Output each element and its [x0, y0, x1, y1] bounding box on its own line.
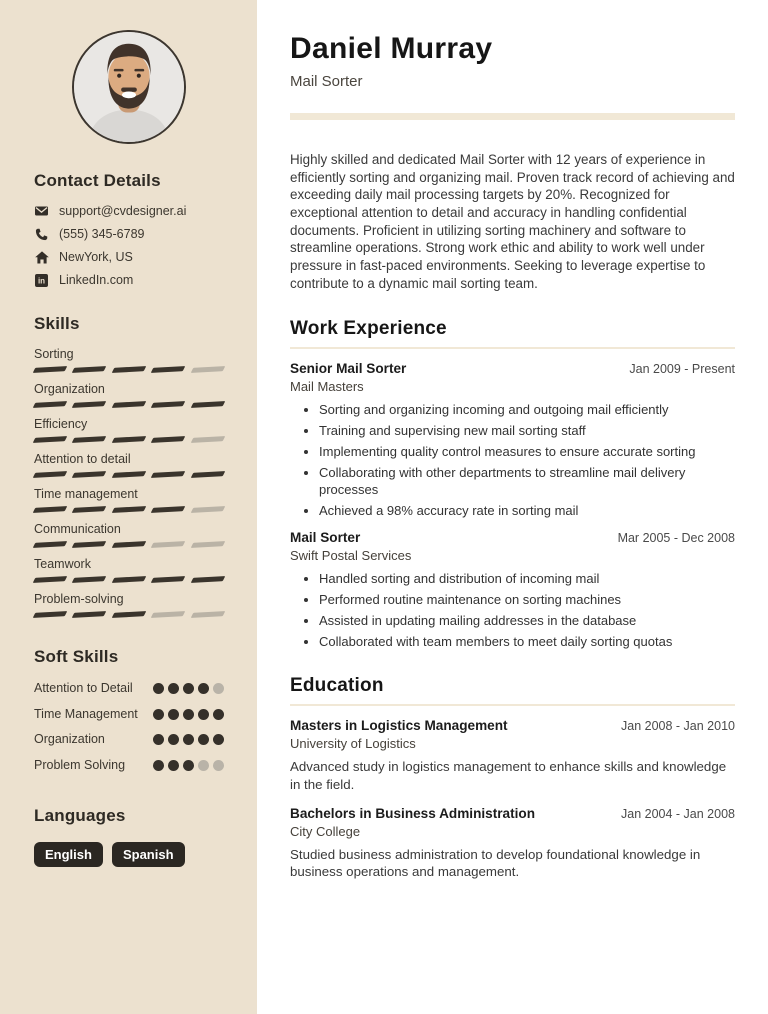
skill-level-bar [34, 612, 224, 617]
skill-bar-segment [33, 611, 68, 618]
skill-level-bar [34, 542, 224, 547]
job-header [290, 361, 735, 376]
job-entry [290, 361, 735, 520]
soft-skill-dot [168, 709, 179, 720]
skill-level-bar [34, 507, 224, 512]
job-bullet: • Implementing quality control measures to ensure accurate sorting [319, 443, 735, 461]
education-section [290, 675, 735, 881]
soft-skill-dot [198, 760, 209, 771]
job-bullet: • Handled sorting and distribution of incoming mail [319, 570, 735, 588]
skill-level-bar [34, 577, 224, 582]
job-bullets [290, 570, 735, 651]
soft-skill-item [34, 731, 224, 749]
skill-bar-segment [33, 366, 68, 373]
sidebar [0, 0, 257, 1014]
job-bullet: • Collaborated with team members to meet daily sorting quotas [319, 633, 735, 651]
skill-bar-segment [151, 471, 186, 478]
contact-text: NewYork, US [59, 250, 133, 264]
skill-bar-segment [190, 471, 225, 478]
skill-bar-segment [112, 611, 147, 618]
soft-skills-list [34, 680, 224, 774]
soft-skill-dot [153, 709, 164, 720]
job-bullet: • Assisted in updating mailing addresses in the database [319, 612, 735, 630]
soft-skill-dots [153, 680, 224, 698]
education-entry [290, 806, 735, 881]
soft-skill-dots [153, 731, 224, 749]
soft-skill-dot [213, 683, 224, 694]
skill-bar-segment [72, 366, 107, 373]
skill-bar-segment [190, 541, 225, 548]
soft-skill-dot [213, 760, 224, 771]
job-company: Mail Masters [290, 378, 364, 394]
person-name: Daniel Murray [290, 32, 493, 65]
skill-bar-segment [151, 436, 186, 443]
soft-skills-heading: Soft Skills [34, 647, 119, 666]
skill-label: Organization [34, 382, 105, 396]
skill-bar-segment [72, 541, 107, 548]
profile-photo [72, 30, 186, 144]
skill-bar-segment [112, 436, 147, 443]
skill-bar-segment [33, 471, 68, 478]
header-divider [290, 113, 735, 120]
school-name: University of Logistics [290, 736, 416, 752]
svg-text:in: in [37, 276, 46, 286]
soft-skill-dot [213, 734, 224, 745]
skill-bar-segment [72, 471, 107, 478]
skill-bar-segment [112, 401, 147, 408]
skill-item [34, 382, 224, 407]
skill-item [34, 417, 224, 442]
skill-bar-segment [190, 401, 225, 408]
contact-item [34, 250, 224, 264]
skill-item [34, 592, 224, 617]
languages-list [34, 842, 224, 867]
job-position: Senior Mail Sorter [290, 360, 407, 376]
skill-label: Efficiency [34, 417, 88, 431]
education-dates: Jan 2004 - Jan 2008 [621, 806, 735, 821]
skill-bar-segment [33, 541, 68, 548]
skill-bar-segment [112, 366, 147, 373]
skill-bar-segment [112, 576, 147, 583]
skill-bar-segment [33, 506, 68, 513]
soft-skill-dot [168, 760, 179, 771]
contact-text: (555) 345-6789 [59, 227, 145, 241]
job-header [290, 530, 735, 545]
soft-skill-dot [198, 683, 209, 694]
skills-heading: Skills [34, 314, 80, 333]
skill-bar-segment [151, 401, 186, 408]
linkedin-icon [34, 274, 49, 287]
soft-skill-dot [213, 709, 224, 720]
skill-bar-segment [33, 576, 68, 583]
skill-bar-segment [151, 541, 186, 548]
language-tag: English [34, 842, 103, 867]
phone-icon [34, 228, 49, 241]
education-entry [290, 718, 735, 793]
soft-skill-dot [183, 709, 194, 720]
skill-bar-segment [151, 506, 186, 513]
contact-item [34, 273, 224, 287]
skill-bar-segment [72, 506, 107, 513]
skill-item [34, 487, 224, 512]
languages-heading: Languages [34, 806, 126, 825]
skill-label: Teamwork [34, 557, 91, 571]
job-bullet: • Performed routine maintenance on sorting machines [319, 591, 735, 609]
soft-skill-item [34, 757, 224, 775]
job-bullet: • Sorting and organizing incoming and outgoing mail efficiently [319, 401, 735, 419]
skill-bar-segment [72, 611, 107, 618]
soft-skill-dot [198, 709, 209, 720]
soft-skill-dot [153, 760, 164, 771]
skill-bar-segment [72, 401, 107, 408]
skill-bar-segment [112, 541, 147, 548]
contact-item [34, 204, 224, 218]
contact-text: LinkedIn.com [59, 273, 134, 287]
education-heading: Education [290, 675, 735, 706]
soft-skill-dot [183, 760, 194, 771]
job-company: Swift Postal Services [290, 547, 412, 563]
soft-skill-dot [198, 734, 209, 745]
education-description: Advanced study in logistics management to enhance skills and knowledge in the field. [290, 759, 727, 793]
skill-bar-segment [151, 366, 186, 373]
contact-list [34, 204, 224, 287]
degree-name: Bachelors in Business Administration [290, 805, 535, 821]
skill-level-bar [34, 367, 224, 372]
degree-name: Masters in Logistics Management [290, 718, 508, 734]
soft-skill-label: Organization [34, 732, 105, 746]
professional-summary: Highly skilled and dedicated Mail Sorter with 12 years of experience in efficiently sorting and organizing mail. Proven track record of achieving and exceeding daily mail processing targets by 20%. Recognized for exceptional attention to detail and accuracy in handling confidential documents. Proficient in utilizing sorting machinery and software to streamline operations. Strong work ethic and ability to work well under pressure in fast-paced environments. Seeking to leverage expertise to contribute to a dynamic mail sorting team. [290, 152, 735, 291]
education-header [290, 718, 735, 733]
work-experience-heading: Work Experience [290, 318, 735, 349]
job-dates: Mar 2005 - Dec 2008 [617, 530, 735, 545]
job-bullet: • Achieved a 98% accuracy rate in sorting mail [319, 502, 735, 520]
skills-list [34, 347, 224, 617]
education-description: Studied business administration to develop foundational knowledge in business operations and management. [290, 846, 701, 880]
skill-bar-segment [72, 576, 107, 583]
skill-label: Time management [34, 487, 138, 501]
skill-label: Problem-solving [34, 592, 124, 606]
soft-skill-label: Attention to Detail [34, 681, 133, 695]
skill-bar-segment [112, 506, 147, 513]
skill-bar-segment [190, 366, 225, 373]
skill-label: Attention to detail [34, 452, 131, 466]
soft-skill-dot [168, 734, 179, 745]
job-title: Mail Sorter [290, 73, 363, 90]
skill-bar-segment [190, 611, 225, 618]
soft-skill-item [34, 706, 224, 724]
jobs-list [290, 361, 735, 651]
job-bullet: • Collaborating with other departments to streamline mail delivery processes [319, 464, 735, 499]
education-list [290, 718, 735, 881]
job-bullet: • Training and supervising new mail sorting staff [319, 422, 735, 440]
job-position: Mail Sorter [290, 529, 361, 545]
skill-bar-segment [72, 436, 107, 443]
skill-level-bar [34, 437, 224, 442]
skill-bar-segment [33, 436, 68, 443]
contact-text: support@cvdesigner.ai [59, 204, 187, 218]
skill-bar-segment [151, 576, 186, 583]
soft-skill-dots [153, 706, 224, 724]
skill-label: Communication [34, 522, 121, 536]
skill-bar-segment [190, 506, 225, 513]
job-bullets [290, 401, 735, 520]
skill-bar-segment [151, 611, 186, 618]
skill-label: Sorting [34, 347, 74, 361]
soft-skill-dot [153, 734, 164, 745]
skill-item [34, 557, 224, 582]
avatar-illustration [74, 32, 184, 142]
skill-bar-segment [112, 471, 147, 478]
contact-item [34, 227, 224, 241]
skill-item [34, 452, 224, 477]
skill-item [34, 347, 224, 372]
job-dates: Jan 2009 - Present [629, 361, 735, 376]
soft-skill-dot [183, 734, 194, 745]
skill-bar-segment [190, 576, 225, 583]
skill-level-bar [34, 402, 224, 407]
skill-bar-segment [190, 436, 225, 443]
education-header [290, 806, 735, 821]
school-name: City College [290, 823, 361, 839]
soft-skill-dot [153, 683, 164, 694]
main-content [257, 0, 768, 1014]
skill-bar-segment [33, 401, 68, 408]
soft-skill-dot [168, 683, 179, 694]
email-icon [34, 204, 49, 218]
home-icon [34, 251, 49, 264]
contact-heading: Contact Details [34, 171, 161, 190]
language-tag: Spanish [112, 842, 185, 867]
soft-skill-dots [153, 757, 224, 775]
job-entry [290, 530, 735, 651]
education-dates: Jan 2008 - Jan 2010 [621, 719, 735, 734]
soft-skill-label: Time Management [34, 706, 138, 721]
soft-skill-item [34, 680, 224, 698]
work-experience-section [290, 318, 735, 651]
soft-skill-label: Problem Solving [34, 757, 126, 772]
skill-level-bar [34, 472, 224, 477]
soft-skill-dot [183, 683, 194, 694]
skill-item [34, 522, 224, 547]
